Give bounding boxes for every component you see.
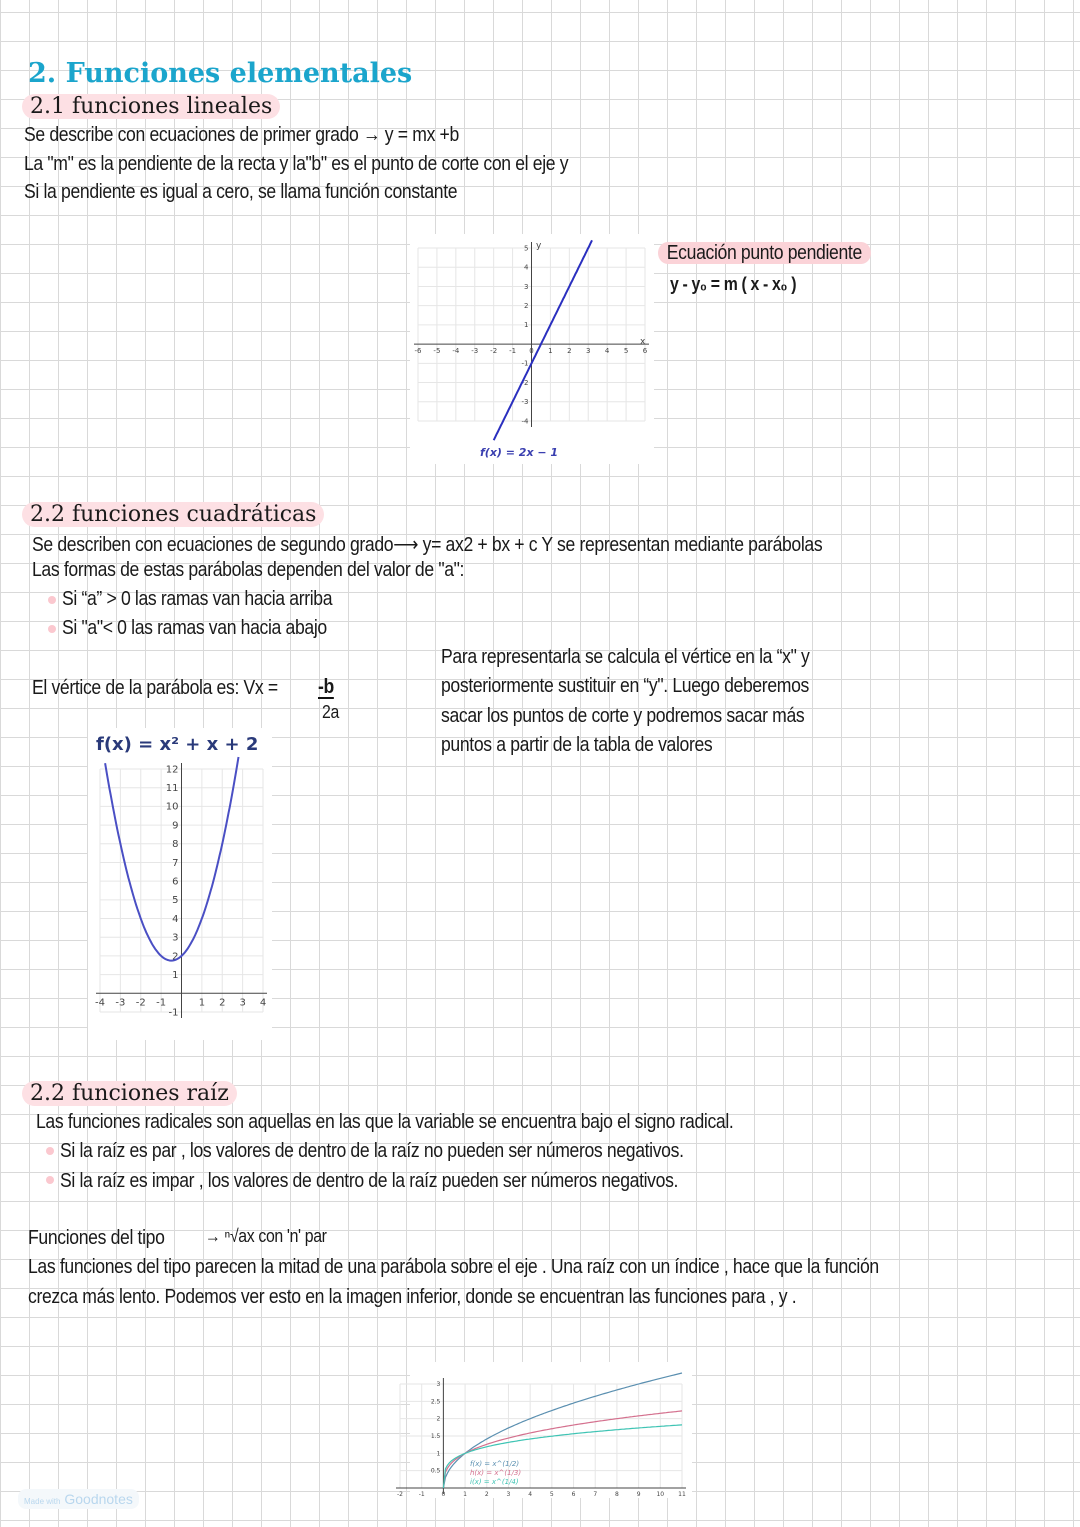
x-tick-label: 2 — [219, 997, 226, 1009]
y-tick-label: -1 — [168, 1007, 179, 1019]
bullet-item: Si la raíz es par , los valores de dentro de la raíz no pueden ser números negativos. — [60, 1140, 684, 1162]
y-tick-label: 11 — [165, 783, 179, 795]
bullet-icon — [48, 596, 56, 604]
bullet-icon — [46, 1176, 54, 1184]
text-line: posteriormente sustituir en “y". Luego deberemos — [441, 675, 809, 697]
y-tick-label: 9 — [172, 820, 179, 832]
bullet-item: Si la raíz es impar , los valores de dentro de la raíz pueden ser números negativos. — [60, 1170, 679, 1192]
y-tick-label: 2 — [524, 302, 529, 310]
y-tick-label: 1.5 — [430, 1433, 441, 1440]
text-line: Las funciones del tipo parecen la mitad de una parábola sobre el eje . Una raíz con un índice , hace que la función — [28, 1256, 879, 1278]
linear-function-graph — [410, 234, 654, 464]
x-tick-label: 4 — [604, 347, 610, 356]
y-tick-label: 12 — [165, 764, 179, 776]
x-tick-label: -4 — [452, 347, 460, 356]
x-tick-label: 4 — [259, 997, 267, 1009]
y-tick-label: 5 — [524, 244, 529, 253]
text-line: Se describen con ecuaciones de segundo grado⟶ y= ax2 + bx + c Y se representan mediante parábolas — [32, 534, 823, 556]
x-tick-label: -3 — [471, 347, 479, 356]
x-tick-label: 0 — [529, 347, 534, 356]
x-tick-label: -2 — [135, 997, 146, 1009]
bullet-icon — [48, 625, 56, 633]
y-tick-label: 10 — [165, 801, 179, 813]
x-tick-label: 5 — [549, 1491, 554, 1498]
y-tick-label: 3 — [436, 1381, 441, 1388]
y-tick-label: 3 — [172, 932, 179, 944]
root-formula: → ⁿ√ax con 'n' par — [205, 1226, 327, 1246]
x-tick-label: 11 — [678, 1491, 686, 1498]
y-tick-label: 8 — [172, 839, 179, 851]
x-tick-label: 4 — [528, 1491, 533, 1498]
text-line: Para representarla se calcula el vértice en la “x" y — [441, 646, 810, 668]
x-tick-label: -1 — [156, 997, 167, 1009]
y-tick-label: 0.5 — [430, 1467, 441, 1475]
x-tick-label: -3 — [115, 997, 126, 1009]
watermark-brand: Goodnotes — [64, 1491, 133, 1507]
x-tick-label: 7 — [593, 1491, 598, 1498]
y-tick-label: 4 — [172, 913, 179, 925]
x-tick-label: 2 — [484, 1491, 489, 1498]
x-tick-label: 6 — [642, 347, 648, 356]
quadratic-function-graph — [88, 728, 272, 1040]
vertex-denominator: 2a — [322, 702, 339, 722]
text-line: La "m" es la pendiente de la recta y la"b" es el punto de corte con el eje y — [24, 153, 569, 175]
bullet-item: Si "a"< 0 las ramas van hacia abajo — [62, 617, 327, 639]
y-tick-label: -3 — [521, 398, 529, 407]
page-title: 2. Funciones elementales — [28, 58, 413, 89]
y-tick-label: 3 — [524, 282, 529, 291]
tipo-label: Funciones del tipo — [28, 1227, 165, 1249]
x-tick-label: 3 — [506, 1491, 511, 1498]
y-tick-label: 1 — [172, 969, 179, 981]
x-tick-label: 1 — [548, 347, 553, 356]
x-tick-label: -1 — [509, 347, 517, 356]
note-title: Ecuación punto pendiente — [658, 242, 871, 264]
x-tick-label: 3 — [239, 997, 246, 1009]
y-tick-label: 2 — [436, 1415, 441, 1423]
series-line — [494, 240, 592, 440]
y-tick-label: 6 — [172, 876, 179, 888]
x-tick-label: 8 — [615, 1491, 619, 1498]
section-heading-quadratic: 2.2 funciones cuadráticas — [22, 502, 324, 527]
text-line: Las funciones radicales son aquellas en las que la variable se encuentra bajo el signo radical. — [36, 1111, 734, 1133]
root-functions-graph — [397, 1362, 692, 1498]
x-tick-label: 10 — [656, 1491, 665, 1498]
y-tick-label: 1 — [524, 321, 529, 330]
chart-title: f(x) = x² + x + 2 — [96, 734, 259, 755]
x-tick-label: 5 — [623, 347, 629, 356]
y-axis-label: y — [536, 241, 542, 251]
x-tick-label: -2 — [397, 1491, 403, 1498]
y-tick-label: 4 — [524, 263, 529, 272]
y-tick-label: -4 — [521, 417, 529, 426]
legend-entry: f(x) = x^(1/2) — [470, 1460, 520, 1468]
x-tick-label: -2 — [490, 347, 498, 356]
x-tick-label: 1 — [463, 1491, 467, 1498]
x-tick-label: 6 — [571, 1491, 576, 1498]
x-tick-label: 3 — [586, 347, 591, 356]
text-line: crezca más lento. Podemos ver esto en la imagen inferior, donde se encuentran las funciones para , y . — [28, 1286, 797, 1308]
goodnotes-watermark — [18, 1489, 139, 1509]
vertex-label: El vértice de la parábola es: Vx = — [32, 677, 278, 699]
y-tick-label: -2 — [521, 378, 529, 387]
y-tick-label: 2.5 — [430, 1398, 441, 1406]
y-tick-label: -1 — [521, 359, 529, 368]
text-line: puntos a partir de la tabla de valores — [441, 734, 713, 756]
x-tick-label: -5 — [433, 347, 441, 356]
text-line: Si la pendiente es igual a cero, se llama función constante — [24, 181, 458, 203]
text-line: sacar los puntos de corte y podremos sacar más — [441, 705, 805, 727]
chart-title: f(x) = 2x − 1 — [480, 446, 559, 459]
x-tick-label: 1 — [198, 997, 206, 1009]
watermark-small: Made with — [24, 1497, 61, 1506]
text-line: Las formas de estas parábolas dependen del valor de "a": — [32, 559, 465, 581]
x-tick-label: -6 — [414, 347, 422, 356]
bullet-icon — [46, 1147, 54, 1155]
x-tick-label: 0 — [441, 1491, 446, 1498]
text-line: Se describe con ecuaciones de primer grado → y = mx +b — [24, 124, 459, 146]
y-tick-label: 1 — [436, 1450, 441, 1458]
section-heading-root: 2.2 funciones raíz — [22, 1081, 237, 1106]
bullet-item: Si “a” > 0 las ramas van hacia arriba — [62, 588, 333, 610]
x-axis-label: x — [640, 337, 646, 347]
legend-entry: i(x) = x^(1/4) — [470, 1478, 519, 1486]
section-heading-linear: 2.1 funciones lineales — [22, 94, 280, 119]
point-slope-formula: y - y₀ = m ( x - x₀ ) — [670, 274, 797, 294]
y-tick-label: 7 — [172, 857, 179, 869]
y-tick-label: 2 — [172, 951, 179, 963]
x-tick-label: -4 — [95, 997, 105, 1009]
x-tick-label: -1 — [418, 1491, 425, 1498]
legend-entry: h(x) = x^(1/3) — [470, 1469, 522, 1477]
vertex-numerator: -b — [318, 676, 334, 698]
x-tick-label: 9 — [636, 1491, 641, 1498]
y-tick-label: 5 — [172, 895, 179, 907]
x-tick-label: 2 — [567, 347, 572, 356]
